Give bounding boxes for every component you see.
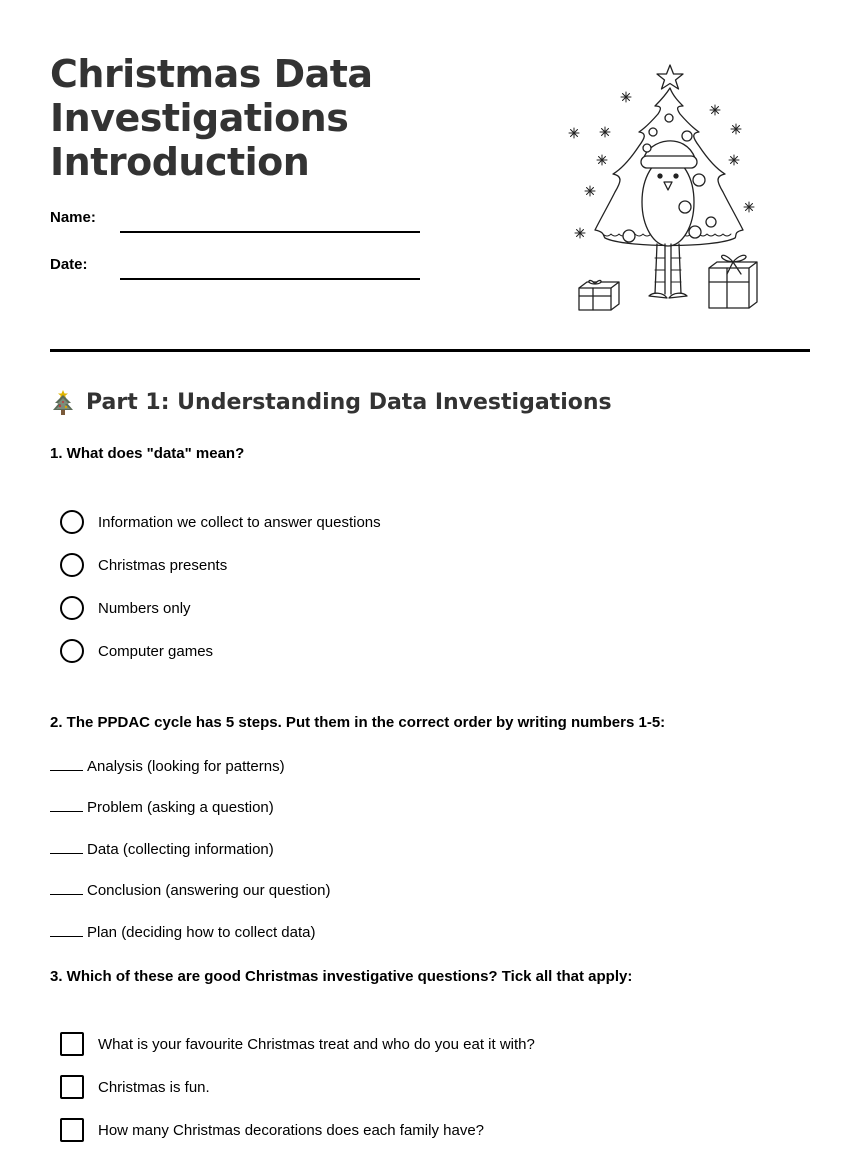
q3-option-label: Christmas is fun. [98, 1078, 210, 1096]
name-label: Name: [50, 209, 96, 226]
radio-button[interactable] [60, 596, 84, 620]
date-field[interactable] [120, 278, 420, 280]
order-blank[interactable] [50, 922, 83, 937]
q2-item-4 [50, 880, 330, 899]
radio-button[interactable] [60, 510, 84, 534]
checkbox[interactable] [60, 1075, 84, 1099]
q1-option-2[interactable] [60, 552, 227, 578]
q2-item-1 [50, 756, 285, 775]
q1-option-label: Numbers only [98, 599, 191, 617]
q2-item-2 [50, 797, 274, 816]
q3-option-1[interactable] [60, 1031, 535, 1057]
q2-item-label: Plan (deciding how to collect data) [87, 924, 316, 941]
christmas-tree-icon [50, 389, 76, 417]
q2-item-label: Conclusion (answering our question) [87, 882, 331, 899]
q2-item-3 [50, 839, 274, 858]
title-line-2: Investigations [50, 96, 349, 140]
q1-option-3[interactable] [60, 595, 191, 621]
q3-option-label: What is your favourite Christmas treat and who do you eat it with? [98, 1035, 535, 1053]
radio-button[interactable] [60, 639, 84, 663]
title-line-3: Introduction [50, 140, 310, 184]
q3-option-label: How many Christmas decorations does each family have? [98, 1121, 485, 1139]
q2-item-5 [50, 922, 315, 941]
order-blank[interactable] [50, 880, 83, 895]
q1-option-label: Computer games [98, 642, 214, 660]
question-2: 2. The PPDAC cycle has 5 steps. Put them in the correct order by writing numbers 1-5: [50, 714, 666, 731]
q3-option-3[interactable] [60, 1117, 484, 1143]
checkbox[interactable] [60, 1118, 84, 1142]
part1-heading-text: Part 1: Understanding Data Investigations [86, 390, 612, 415]
radio-button[interactable] [60, 553, 84, 577]
q1-option-4[interactable] [60, 638, 213, 664]
section-divider [50, 349, 810, 352]
checkbox[interactable] [60, 1032, 84, 1056]
q2-item-label: Data (collecting information) [87, 841, 274, 858]
order-blank[interactable] [50, 797, 83, 812]
date-label: Date: [50, 256, 88, 273]
question-1: 1. What does "data" mean? [50, 445, 245, 462]
q1-option-label: Information we collect to answer questions [98, 513, 381, 531]
order-blank[interactable] [50, 839, 83, 854]
question-3: 3. Which of these are good Christmas investigative questions? Tick all that apply: [50, 968, 633, 985]
q3-option-2[interactable] [60, 1074, 210, 1100]
name-field[interactable] [120, 231, 420, 233]
part1-heading [50, 388, 612, 418]
q1-option-label: Christmas presents [98, 556, 228, 574]
worksheet-title [50, 52, 373, 184]
christmas-tree-penguin-illustration [565, 62, 765, 314]
title-line-1: Christmas Data [50, 52, 373, 96]
q2-item-label: Problem (asking a question) [87, 799, 274, 816]
q1-option-1[interactable] [60, 509, 381, 535]
order-blank[interactable] [50, 756, 83, 771]
q2-item-label: Analysis (looking for patterns) [87, 758, 285, 775]
